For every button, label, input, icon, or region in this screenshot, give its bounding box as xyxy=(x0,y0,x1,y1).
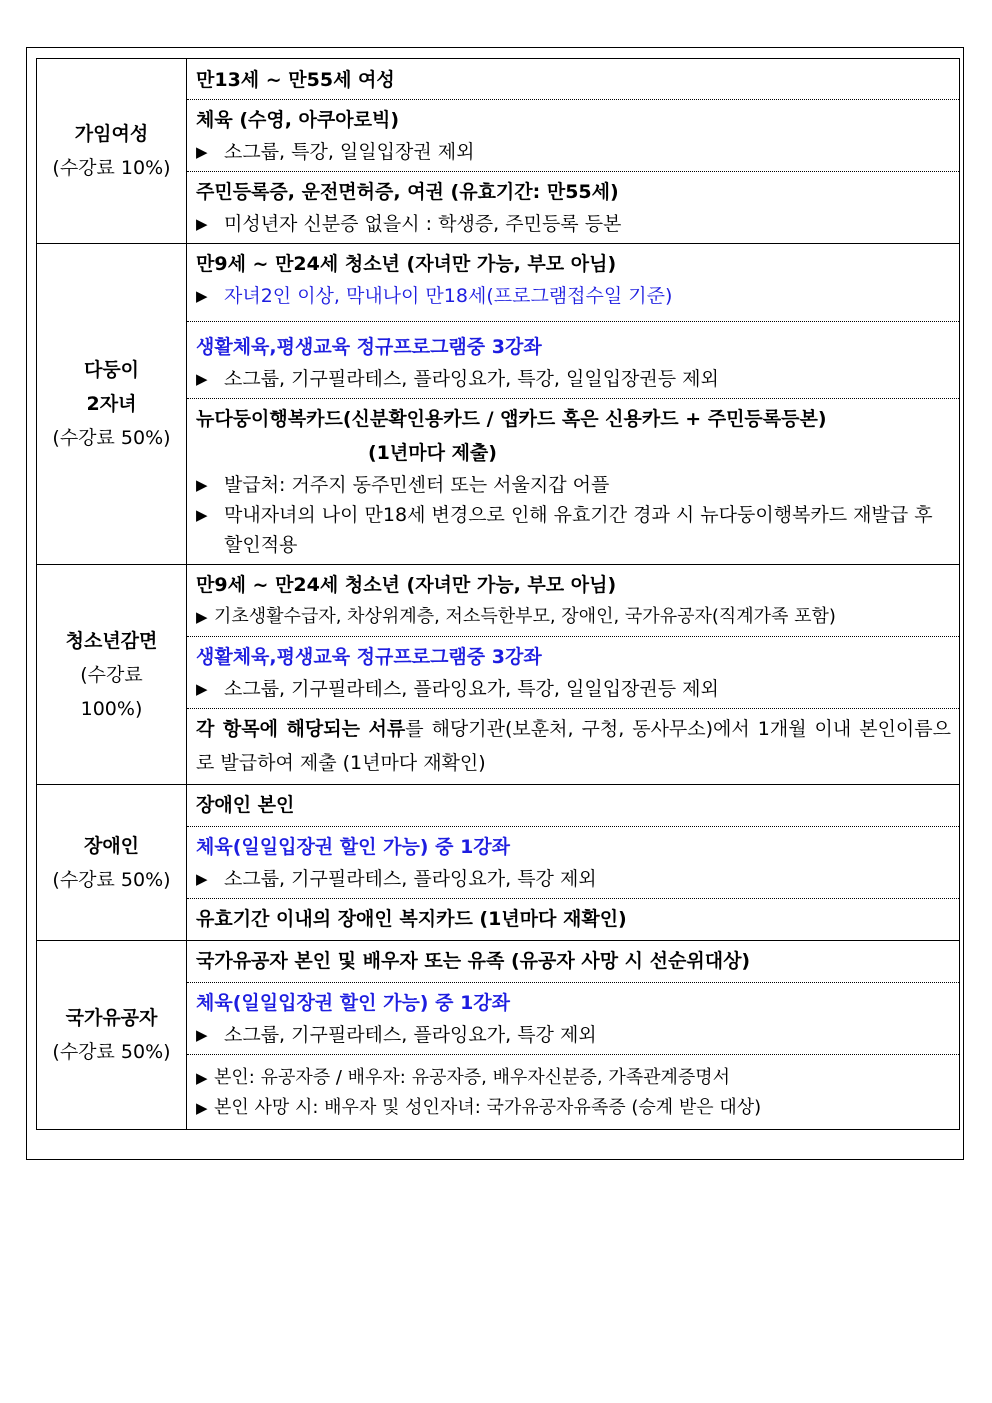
bullet-arrow-icon: ▶ xyxy=(196,1069,208,1087)
block-heading: 체육(일일입장권 할인 가능) 중 1강좌 xyxy=(196,836,511,858)
detail-block xyxy=(187,171,959,243)
category-name: 청소년감면 xyxy=(65,629,158,652)
details-cell xyxy=(187,941,960,1130)
table-row xyxy=(37,785,960,941)
fee-rate: (수강료 50%) xyxy=(52,868,171,891)
bullet-arrow-icon: ▶ xyxy=(196,506,208,524)
category-cell xyxy=(37,244,187,565)
fee-rate: (수강료 50%) xyxy=(52,427,171,449)
detail-block xyxy=(187,636,959,708)
document-requirement-lead: 각 항목에 해당되는 서류 xyxy=(196,718,406,740)
table-row xyxy=(37,244,960,565)
detail-block xyxy=(187,321,959,398)
table-row xyxy=(37,59,960,244)
detail-block xyxy=(187,941,959,982)
bullet-item: ▶ 소그룹, 기구필라테스, 플라잉요가, 특강, 일일입장권등 제외 xyxy=(196,674,951,704)
block-heading: 체육 (수영, 아쿠아로빅) xyxy=(196,109,400,131)
category-cell xyxy=(37,565,187,785)
category-cell xyxy=(37,785,187,941)
bullet-item: ▶ 소그룹, 기구필라테스, 플라잉요가, 특강 제외 xyxy=(196,864,951,894)
category-name: 가임여성 xyxy=(74,123,149,145)
block-heading: 만9세 ~ 만24세 청소년 (자녀만 가능, 부모 아님) xyxy=(196,253,617,275)
bullet-item: ▶ 미성년자 신분증 없을시 : 학생증, 주민등록 등본 xyxy=(196,209,951,239)
details-cell xyxy=(187,565,960,785)
bullet-arrow-icon: ▶ xyxy=(196,143,208,161)
detail-block xyxy=(187,982,959,1054)
bullet-item: ▶ 자녀2인 이상, 막내나이 만18세(프로그램접수일 기준) xyxy=(196,281,951,311)
category-name: 장애인 xyxy=(83,834,140,857)
block-heading: 생활체육,평생교육 정규프로그램중 3강좌 xyxy=(196,646,542,668)
category-name: 국가유공자 xyxy=(65,1007,158,1029)
bullet-item: ▶ 본인 사망 시: 배우자 및 성인자녀: 국가유공자유족증 (승계 받은 대상) xyxy=(196,1093,951,1123)
block-heading: 주민등록증, 운전면허증, 여권 (유효기간: 만55세) xyxy=(196,181,619,203)
detail-block xyxy=(187,898,959,940)
block-heading: 만13세 ~ 만55세 여성 xyxy=(196,69,395,91)
fee-rate: (수강료 50%) xyxy=(52,1041,171,1063)
bullet-item: ▶ 소그룹, 기구필라테스, 플라잉요가, 특강 제외 xyxy=(196,1020,951,1050)
detail-block xyxy=(187,99,959,171)
bullet-arrow-icon: ▶ xyxy=(196,287,208,305)
detail-block xyxy=(187,565,959,636)
table-row xyxy=(37,941,960,1130)
block-heading: 체육(일일입장권 할인 가능) 중 1강좌 xyxy=(196,992,511,1014)
bullet-arrow-icon: ▶ xyxy=(196,215,208,233)
bullet-arrow-icon: ▶ xyxy=(196,476,208,494)
bullet-arrow-icon: ▶ xyxy=(196,370,208,388)
bullet-item: ▶ 발급처: 거주지 동주민센터 또는 서울지갑 어플 xyxy=(196,470,951,500)
fee-rate-line2: 100%) xyxy=(80,697,143,720)
fee-rate: (수강료 xyxy=(80,663,143,686)
category-cell xyxy=(37,941,187,1130)
block-heading: 장애인 본인 xyxy=(196,794,295,816)
details-cell xyxy=(187,244,960,565)
block-heading: 생활체육,평생교육 정규프로그램중 3강좌 xyxy=(196,336,542,358)
category-cell xyxy=(37,59,187,244)
detail-block xyxy=(187,708,959,784)
block-heading: 국가유공자 본인 및 배우자 또는 유족 (유공자 사망 시 선순위대상) xyxy=(196,950,751,972)
document-requirement-text: 를 해당기관(보훈처, 구청, 동사무소)에서 1개월 이내 본인이름으로 발급하여 제출 (1년마다 재확인) xyxy=(196,718,951,774)
category-name-line2: 2자녀 xyxy=(86,393,137,415)
bullet-item: ▶ 막내자녀의 나이 만18세 변경으로 인해 유효기간 경과 시 뉴다둥이행복카드 재발급 후 할인적용 xyxy=(196,500,951,560)
detail-block xyxy=(187,398,959,564)
bullet-arrow-icon: ▶ xyxy=(196,1026,208,1044)
block-heading: 뉴다둥이행복카드(신분확인용카드 / 앱카드 혹은 신용카드 + 주민등록등본) xyxy=(196,408,827,430)
bullet-item: ▶ 소그룹, 기구필라테스, 플라잉요가, 특강, 일일입장권등 제외 xyxy=(196,364,951,394)
fee-rate: (수강료 10%) xyxy=(52,157,171,179)
bullet-arrow-icon: ▶ xyxy=(196,680,208,698)
detail-block xyxy=(187,826,959,898)
table-row xyxy=(37,565,960,785)
bullet-arrow-icon: ▶ xyxy=(196,608,208,626)
detail-block xyxy=(187,1054,959,1129)
block-heading: 유효기간 이내의 장애인 복지카드 (1년마다 재확인) xyxy=(196,908,627,930)
bullet-item: ▶ 소그룹, 특강, 일일입장권 제외 xyxy=(196,137,951,167)
details-cell xyxy=(187,59,960,244)
details-cell xyxy=(187,785,960,941)
discount-eligibility-table xyxy=(36,58,960,1130)
bullet-arrow-icon: ▶ xyxy=(196,1099,208,1117)
block-heading-line2: (1년마다 제출) xyxy=(368,442,497,464)
detail-block xyxy=(187,59,959,99)
bullet-item: ▶ 기초생활수급자, 차상위계층, 저소득한부모, 장애인, 국가유공자(직계가족 포함) xyxy=(196,602,951,632)
block-heading: 만9세 ~ 만24세 청소년 (자녀만 가능, 부모 아님) xyxy=(196,574,617,596)
detail-block xyxy=(187,785,959,826)
detail-block xyxy=(187,244,959,321)
category-name: 다둥이 xyxy=(83,359,140,381)
bullet-item: ▶ 본인: 유공자증 / 배우자: 유공자증, 배우자신분증, 가족관계증명서 xyxy=(196,1063,951,1093)
bullet-arrow-icon: ▶ xyxy=(196,870,208,888)
